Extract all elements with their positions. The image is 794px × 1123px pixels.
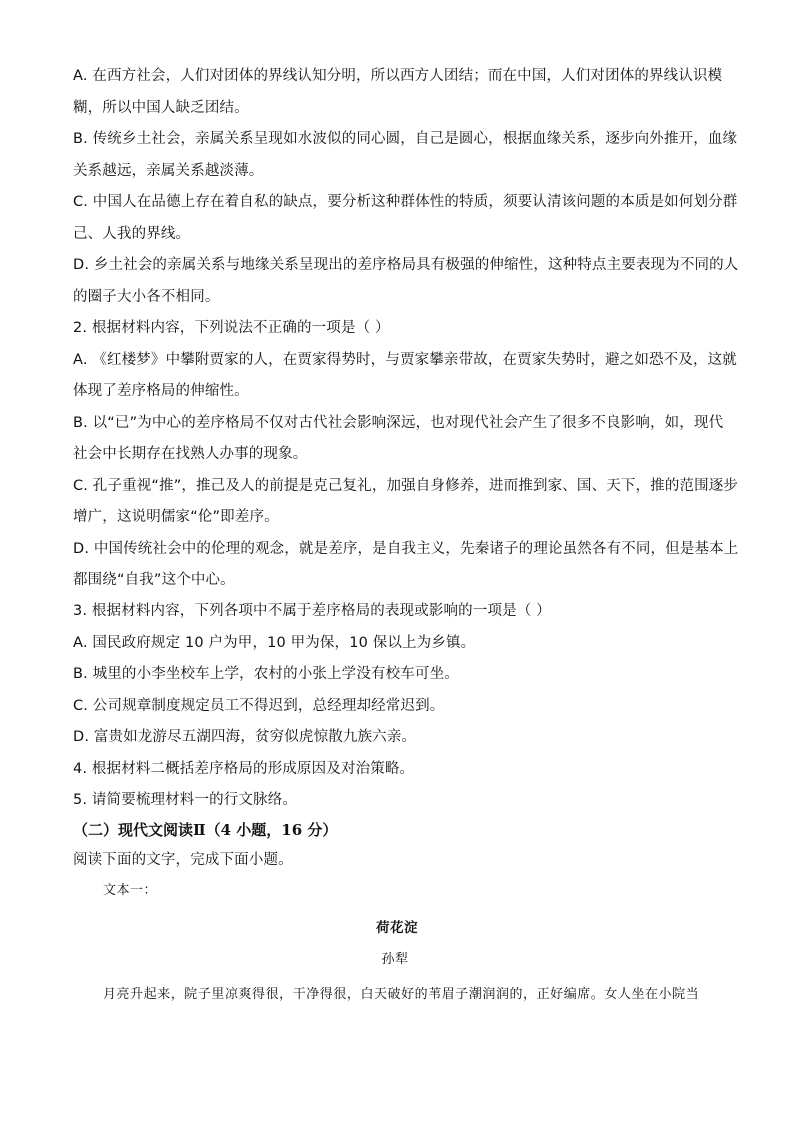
option-3d: D. 富贵如龙游尽五湖四海，贫穷似虎惊散九族六亲。 [73,729,417,745]
option-1c-line-2: 己、人我的界线。 [73,226,191,242]
option-2b-line-1: B. 以“已”为中心的差序格局不仅对古代社会影响深远，也对现代社会产生了很多不良影响，如，现代 [73,415,724,431]
question-3-stem: 3. 根据材料内容，下列各项中不属于差序格局的表现或影响的一项是（ ） [73,603,551,619]
option-1b-line-2: 关系越远，亲属关系越淡薄。 [73,163,264,179]
story-author: 孙犁 [381,952,409,967]
option-2a-line-2: 体现了差序格局的伸缩性。 [73,383,249,399]
question-5: 5. 请简要梳理材料一的行文脉络。 [73,792,297,808]
option-1a-line-1: A. 在西方社会，人们对团体的界线认知分明，所以西方人团结；而在中国，人们对团体的界线认识模 [73,68,723,84]
option-2d-line-2: 都围绕“自我”这个中心。 [73,572,235,588]
option-2b-line-2: 社会中长期存在找熟人办事的现象。 [73,446,308,462]
story-title: 荷花淀 [376,920,418,936]
option-1d-line-2: 的圈子大小各不相同。 [73,289,220,305]
option-2a-line-1: A. 《红楼梦》中攀附贾家的人，在贾家得势时，与贾家攀亲带故，在贾家失势时，避之如恐不及，这就 [73,352,737,368]
option-1c-line-1: C. 中国人在品德上存在着自私的缺点，要分析这种群体性的特质，须要认清该问题的本质是如何划分群 [73,194,738,210]
option-2d-line-1: D. 中国传统社会中的伦理的观念，就是差序，是自我主义，先秦诸子的理论虽然各有不同，但是基本上 [73,541,739,557]
story-paragraph-line-1: 月亮升起来，院子里凉爽得很，干净得很，白天破好的苇眉子潮润润的，正好编席。女人坐在小院当 [103,987,700,1002]
question-4: 4. 根据材料二概括差序格局的形成原因及对治策略。 [73,761,415,777]
question-2-stem: 2. 根据材料内容，下列说法不正确的一项是（ ） [73,320,390,336]
option-1a-line-2: 糊，所以中国人缺乏团结。 [73,100,249,116]
option-3b: B. 城里的小李坐校车上学，农村的小张上学没有校车可坐。 [73,666,459,682]
option-1d-line-1: D. 乡土社会的亲属关系与地缘关系呈现出的差序格局具有极强的伸缩性，这种特点主要表现为不同的人 [73,257,739,273]
option-3c: C. 公司规章制度规定员工不得迟到，总经理却经常迟到。 [73,698,445,714]
option-2c-line-2: 增广，这说明儒家“伦”即差序。 [73,509,279,525]
text-label: 文本一： [103,883,158,898]
option-2c-line-1: C. 孔子重视“推”，推己及人的前提是克己复礼，加强自身修养，进而推到家、国、天下，推的范围逐步 [73,478,739,494]
reading-instruction: 阅读下面的文字，完成下面小题。 [73,852,293,868]
option-3a: A. 国民政府规定 10 户为甲，10 甲为保，10 保以上为乡镇。 [73,635,476,651]
option-1b-line-1: B. 传统乡土社会，亲属关系呈现如水波似的同心圆，自己是圆心，根据血缘关系，逐步向外推开，血缘 [73,131,738,147]
section-heading: （二）现代文阅读Ⅱ（4 小题，16 分） [73,821,338,839]
